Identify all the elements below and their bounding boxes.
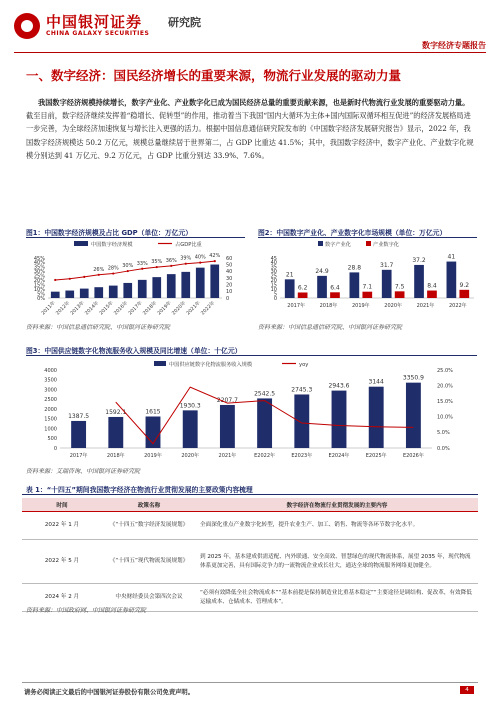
bar [350, 272, 360, 298]
y-right-tick-label: 40 [226, 269, 233, 276]
y-left-tick-label: 45% [33, 255, 45, 262]
bar [395, 291, 405, 298]
bar [298, 292, 308, 298]
bar [108, 417, 123, 448]
x-tick-label: E2024年 [328, 453, 350, 459]
bar-data-label: 6.2 [297, 284, 308, 292]
figure3-source: 资料来源：艾瑞咨询、中国银河证券研究院 [26, 468, 141, 475]
section-title: 一、数字经济：国民经济增长的重要来源，物流行业发展的驱动力量 [26, 68, 402, 83]
y-right-tick-label: 0.0% [437, 445, 450, 452]
bar [80, 289, 89, 298]
y-tick-label: 25 [270, 273, 277, 280]
legend-label: 产业数字化 [373, 242, 399, 248]
logo-chinese: 中国银河证券 [46, 13, 143, 31]
y-right-tick-label: 60 [226, 255, 233, 262]
x-tick-label: 2017年 [287, 303, 306, 309]
table1-source: 资料来源：中国政府网、中国银河证券研究院 [26, 607, 147, 614]
legend-label: 中国供应链数字化物流服务收入规模 [169, 362, 253, 368]
y-tick-label: 30 [270, 269, 277, 276]
y-left-tick-label: 4000 [44, 367, 57, 374]
y-left-tick-label: 10% [33, 286, 45, 293]
y-right-tick-label: 20 [226, 282, 233, 289]
legend-swatch [366, 241, 371, 246]
bar [167, 274, 176, 298]
legend-label: 数字产业化 [325, 242, 351, 248]
x-tick-label: 2017年 [128, 300, 144, 317]
legend-swatch [318, 241, 323, 246]
header-divider [14, 52, 486, 53]
x-tick-label: 2022年 [448, 303, 467, 309]
figure1-source: 资料来源：中国信息通信研究院、中国银河证券研究院 [26, 324, 171, 331]
bar-data-label: 2207.7 [216, 396, 238, 404]
bar [71, 421, 86, 448]
bar-data-label: 7.5 [394, 283, 405, 291]
table-cell-policy: 中央财经委员会第四次会议 [102, 584, 196, 612]
table-cell-time: 2022 年 1 月 [22, 512, 102, 540]
share-data-label: 30% [122, 263, 134, 270]
bar-data-label: 6.4 [330, 284, 340, 292]
bar [459, 290, 469, 298]
bar-data-label: 37.2 [412, 256, 426, 264]
bar [285, 279, 295, 298]
x-tick-label: 2020年 [384, 303, 403, 309]
y-left-tick-label: 500 [47, 436, 57, 443]
x-tick-label: 2011年 [41, 300, 57, 317]
legend-swatch [154, 361, 166, 366]
figure2-title: 图2：中国数字产业化、产业数字化市场规模（单位：万亿元） [258, 229, 447, 237]
y-left-tick-label: 3000 [44, 387, 57, 394]
bar [257, 398, 272, 448]
x-tick-label: 2015年 [99, 300, 115, 317]
y-tick-label: 35 [270, 264, 277, 271]
bar-data-label: 31.7 [380, 261, 394, 269]
x-tick-label: 2021年 [186, 300, 202, 317]
table-row [22, 512, 478, 540]
bar-data-label: 1930.3 [179, 402, 201, 410]
y-tick-label: 20 [270, 278, 277, 285]
y-left-tick-label: 40% [33, 260, 45, 267]
y-tick-label: 10 [270, 286, 277, 293]
x-tick-label: 2018年 [319, 303, 338, 309]
share-data-label: 35% [151, 259, 163, 266]
legend-label: 占GDP比重 [175, 242, 202, 248]
bar [51, 292, 60, 298]
y-left-tick-label: 35% [33, 264, 45, 271]
bar [210, 265, 219, 298]
x-tick-label: 2013年 [70, 300, 86, 317]
figure1-title: 图1：中国数字经济规模及占比 GDP（单位：万亿元） [26, 229, 193, 237]
x-tick-label: 2019年 [157, 300, 173, 317]
bar [94, 287, 103, 298]
y-right-tick-label: 0 [226, 295, 230, 302]
footer-divider [22, 682, 478, 683]
bar-data-label: 1387.5 [68, 412, 90, 420]
y-right-tick-label: 15.0% [437, 399, 453, 405]
y-right-tick-label: 10 [226, 289, 233, 296]
policy-table [22, 498, 478, 612]
x-tick-label: 2014年 [84, 300, 101, 317]
bar [406, 383, 421, 448]
share-data-label: 28% [107, 265, 119, 272]
figure1-chart [26, 238, 248, 320]
paragraph-bold: 我国数字经济规模持续增长，数字产业化、产业数字化已成为国民经济总量的重要贡献来源，也是新时代物流行业发展的重要驱动力量。 [38, 98, 470, 107]
table-header-time: 时间 [22, 498, 102, 512]
y-right-tick-label: 20.0% [437, 383, 453, 390]
table-header-content: 数字经济在物流行业贯彻发展的主要内容 [196, 498, 478, 512]
y-tick-label: 40 [270, 260, 277, 267]
y-left-tick-label: 1000 [44, 426, 57, 433]
page-number: 4 [460, 686, 474, 694]
table-cell-content: 到 2025 年，基本建成供需适配、内外联通、安全高效、智慧绿色的现代物流体系，展望 2035 年，现代物流体系更加完善，具有国际竞争力的一流物流企业成长壮大，通达全球的物流服务网络更加健全。 [196, 540, 478, 584]
bar-data-label: 8.4 [427, 282, 437, 290]
x-tick-label: E2022年 [254, 453, 276, 459]
intro-paragraph [26, 96, 476, 162]
figure3-chart [26, 356, 478, 464]
y-left-tick-label: 30% [33, 269, 45, 276]
bar [427, 291, 437, 298]
table1-title: 表 1：“十四五”期间我国数字经济在物流行业贯彻发展的主要政策内容梳理 [26, 486, 253, 494]
table-cell-content: “必须有效降低全社会物流成本”“基本前提是保持制造业比重基本稳定”“主要途径是调结构、促改革，有效降低运输成本、仓储成本、管理成本”。 [196, 584, 478, 612]
table1-rule [22, 494, 478, 495]
table-cell-time: 2024 年 2 月 [22, 584, 102, 612]
y-right-tick-label: 10.0% [437, 414, 453, 421]
bar-data-label: 3144 [368, 378, 384, 386]
bar [183, 410, 198, 448]
x-tick-label: 2019年 [351, 303, 370, 309]
bar [196, 268, 205, 298]
report-type: 数字经济专题报告 [422, 41, 486, 50]
y-tick-label: 45 [270, 255, 277, 262]
bar [317, 276, 327, 298]
institute-label: 研究院 [168, 16, 201, 29]
x-tick-label: 2021年 [218, 453, 237, 459]
bar [332, 391, 347, 448]
legend-swatch [74, 241, 88, 246]
bar [220, 405, 235, 448]
x-tick-label: E2023年 [291, 453, 313, 459]
bar-data-label: 1592.1 [105, 408, 127, 416]
bar [109, 286, 118, 298]
y-right-tick-label: 5.0% [437, 430, 450, 437]
logo-english: CHINA GALAXY SECURITIES [46, 30, 150, 37]
company-logo-icon [14, 13, 40, 39]
bar [414, 265, 424, 298]
bar [152, 277, 161, 298]
y-tick-label: 0 [273, 295, 277, 302]
bar-data-label: 9.2 [459, 281, 470, 289]
footer-disclaimer: 请务必阅读正文最后的中国银河证券股份有限公司免责声明。 [24, 689, 195, 696]
figure2-source: 资料来源：中国信息通信研究院、中国银河证券研究院 [258, 324, 403, 331]
table-cell-policy: 《“十四五”数字经济发展规划》 [102, 512, 196, 540]
table-row [22, 540, 478, 584]
paragraph-body: 截至目前，数字经济继续发挥着“稳增长、促转型”的作用，推动着当下我国“国内大循环为主体+国内国际双循环相互促进”的经济发展格局进一步完善，为全球经济加速恢复与增长注入更强的活力。根据中国信息通信研究院发布的《中国数字经济发展研究报告》显示，2022 年，我国数字经济规模达 50.2 万亿元，规模总量继续居于世界第二，占 GDP 比重达 41.5%；其中，我国数字经济中，数字产业化、产业数字化规模分别达到 41 万亿元、9.2 万亿元，占 GDP 比重分别达 33.9%、7.6%。 [26, 111, 474, 160]
x-tick-label: 2017年 [69, 453, 88, 459]
legend-label: yoy [299, 362, 309, 368]
x-tick-label: 2018年 [106, 453, 125, 459]
gdp-share-line [55, 261, 215, 280]
y-left-tick-label: 20% [33, 278, 45, 285]
x-tick-label: 2016年 [113, 300, 130, 317]
share-data-label: 33% [136, 260, 148, 267]
legend-label: 中国数字经济规模 [91, 242, 133, 248]
y-left-tick-label: 3500 [44, 377, 57, 384]
table-cell-time: 2022 年 5 月 [22, 540, 102, 584]
bar [369, 387, 384, 448]
figure2-chart [258, 238, 480, 320]
bar-data-label: 2943.6 [328, 382, 350, 390]
x-tick-label: E2025年 [365, 453, 387, 459]
x-tick-label: 2012年 [55, 300, 72, 317]
figure3-title: 图3：中国供应链数字化物流服务收入规模及同比增速（单位：十亿元） [26, 347, 242, 355]
bar-data-label: 2542.5 [254, 390, 276, 398]
y-left-tick-label: 1500 [44, 416, 57, 423]
y-right-tick-label: 50 [226, 262, 233, 269]
x-tick-label: 2020年 [171, 300, 188, 317]
bar [181, 272, 190, 298]
bar-data-label: 28.8 [347, 264, 362, 272]
bar [362, 292, 372, 298]
x-tick-label: E2026年 [402, 453, 424, 459]
bar [65, 291, 74, 298]
y-right-tick-label: 30 [226, 275, 233, 282]
share-data-label: 40% [194, 254, 206, 261]
y-left-tick-label: 15% [33, 282, 45, 289]
bar [123, 283, 132, 298]
bar-data-label: 2745.3 [291, 386, 313, 394]
bar-data-label: 1615 [145, 408, 161, 416]
bar [294, 394, 309, 448]
bar-data-label: 41 [447, 253, 456, 261]
x-tick-label: 2021年 [416, 303, 435, 309]
share-data-label: 36% [165, 257, 177, 264]
share-data-label: 42% [209, 253, 221, 260]
table-header-policy: 政策名称 [102, 498, 196, 512]
table-cell-policy: 《“十四五”现代物流发展规划》 [102, 540, 196, 584]
x-tick-label: 2022年 [200, 300, 217, 317]
y-left-tick-label: 2500 [44, 397, 57, 404]
bar-data-label: 3350.9 [402, 374, 424, 382]
y-left-tick-label: 25% [33, 273, 45, 280]
table-cell-content: 全面深化重点产业数字化转型，提升农业生产、加工、销售、物流等各环节数字化水平。 [196, 512, 478, 540]
x-tick-label: 2019年 [144, 453, 162, 459]
x-tick-label: 2018年 [142, 300, 159, 317]
y-tick-label: 5 [273, 291, 277, 298]
y-left-tick-label: 2000 [44, 406, 57, 413]
bar-data-label: 7.1 [362, 283, 373, 291]
bar [138, 280, 147, 298]
y-right-tick-label: 25.0% [437, 367, 453, 374]
share-data-label: 39% [180, 255, 192, 262]
share-data-label: 26% [93, 266, 105, 273]
y-left-tick-label: 5% [37, 291, 45, 298]
bar-data-label: 21 [285, 271, 294, 279]
y-tick-label: 15 [270, 282, 277, 289]
y-left-tick-label: 0% [37, 295, 45, 302]
x-tick-label: 2020年 [181, 453, 200, 459]
bar-data-label: 24.9 [315, 267, 329, 275]
bar [447, 262, 457, 298]
bar [330, 292, 340, 298]
y-left-tick-label: 0 [53, 445, 57, 452]
bar [382, 270, 392, 298]
